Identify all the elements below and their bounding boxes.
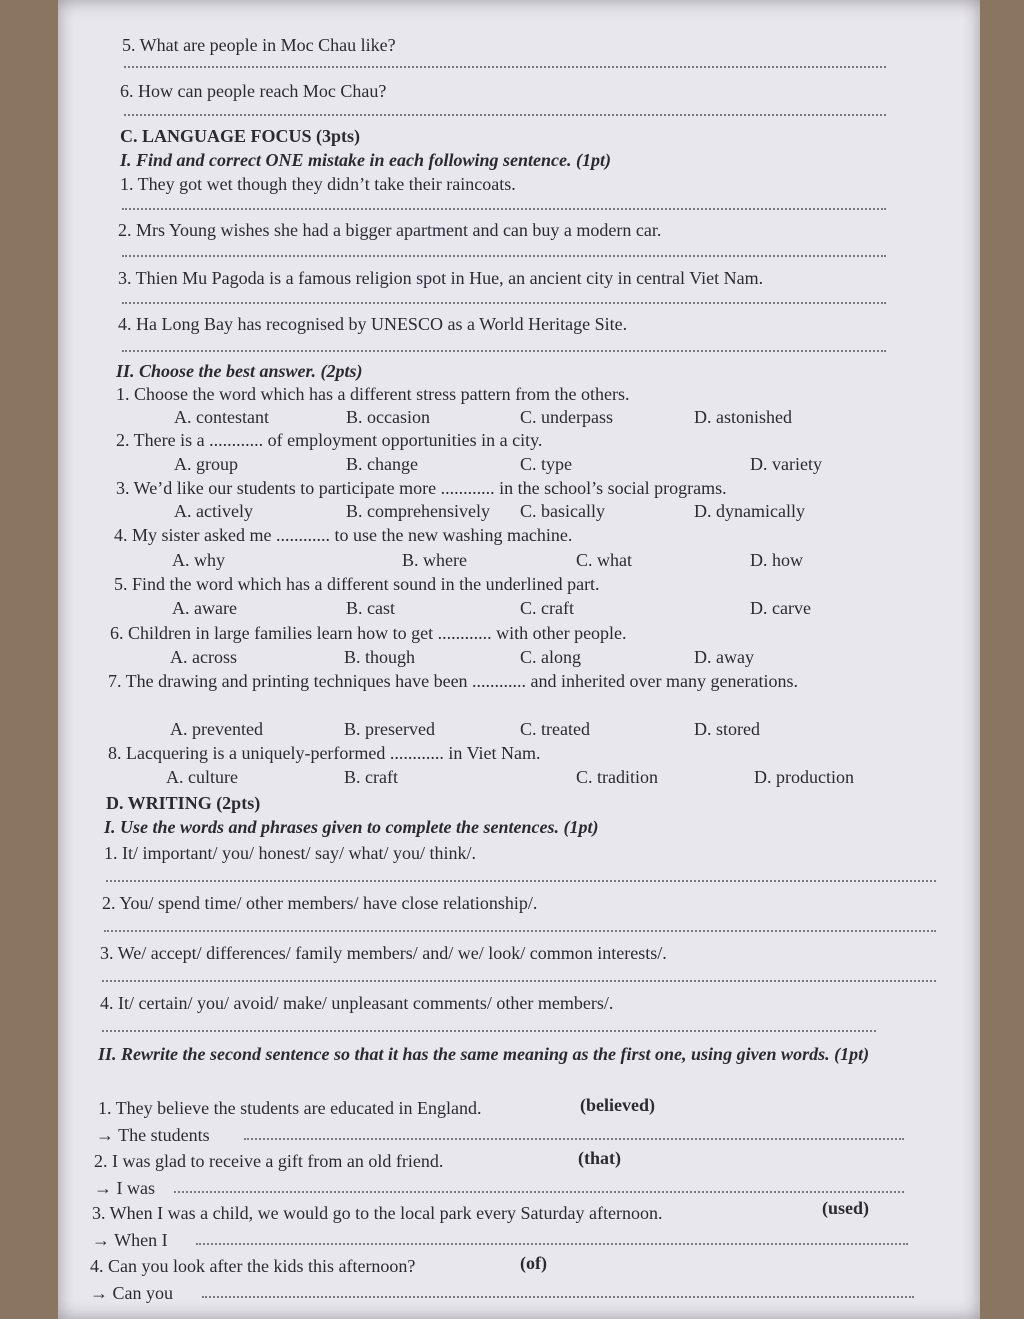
answer-line xyxy=(122,302,886,304)
mcq-2-option-b: B. change xyxy=(346,454,418,474)
rewrite-sentence-3: 3. When I was a child, we would go to the local park every Saturday afternoon. xyxy=(92,1203,663,1223)
mcq-2-option-a: A. group xyxy=(174,454,238,474)
mcq-4-option-d: D. how xyxy=(750,550,803,570)
mcq-7-option-a: A. prevented xyxy=(170,719,263,739)
mcq-4-option-b: B. where xyxy=(402,550,467,570)
mcq-7-option-d: D. stored xyxy=(694,719,760,739)
mcq-3-option-b: B. comprehensively xyxy=(346,501,490,521)
mcq-7-option-c: C. treated xyxy=(520,719,590,739)
mcq-stem-2: 2. There is a ............ of employment opportunities in a city. xyxy=(116,430,543,450)
reading-question-5: 5. What are people in Moc Chau like? xyxy=(122,35,396,55)
mcq-5-option-a: A. aware xyxy=(172,598,237,618)
rewrite-keyword-1: (believed) xyxy=(580,1095,655,1115)
rewrite-sentence-4: 4. Can you look after the kids this afternoon? xyxy=(90,1256,416,1276)
rewrite-sentence-1: 1. They believe the students are educated in England. xyxy=(98,1098,482,1118)
mcq-stem-8: 8. Lacquering is a uniquely-performed ............ in Viet Nam. xyxy=(108,743,541,763)
mcq-6-option-c: C. along xyxy=(520,647,581,667)
mcq-1-option-d: D. astonished xyxy=(694,407,792,427)
rewrite-keyword-3: (used) xyxy=(822,1198,870,1218)
mistake-item-4: 4. Ha Long Bay has recognised by UNESCO as a World Heritage Site. xyxy=(118,314,628,334)
answer-line xyxy=(174,1191,904,1193)
answer-line xyxy=(124,66,886,68)
mcq-8-option-d: D. production xyxy=(754,767,854,787)
rewrite-start-2: → I was xyxy=(94,1178,155,1198)
worksheet-page xyxy=(58,0,980,1319)
rewrite-start-3: → When I xyxy=(92,1230,168,1250)
mistake-item-1: 1. They got wet though they didn’t take their raincoats. xyxy=(120,174,516,194)
mcq-4-option-a: A. why xyxy=(172,550,225,570)
mcq-3-option-c: C. basically xyxy=(520,501,605,521)
mcq-3-option-d: D. dynamically xyxy=(694,501,805,521)
mcq-stem-1: 1. Choose the word which has a different stress pattern from the others. xyxy=(116,384,630,404)
reading-question-6: 6. How can people reach Moc Chau? xyxy=(120,81,387,101)
mcq-6-option-d: D. away xyxy=(694,647,754,667)
rewrite-keyword-4: (of) xyxy=(520,1253,547,1273)
section-d-part2-title: II. Rewrite the second sentence so that it has the same meaning as the first one, using given words. (1pt) xyxy=(98,1044,870,1064)
answer-line xyxy=(122,350,886,352)
answer-line xyxy=(124,114,886,116)
rewrite-start-4: → Can you xyxy=(90,1283,173,1303)
answer-line xyxy=(122,208,886,210)
mcq-5-option-c: C. craft xyxy=(520,598,574,618)
mcq-stem-7: 7. The drawing and printing techniques have been ............ and inherited over many generations. xyxy=(108,671,798,691)
section-d-part1-title: I. Use the words and phrases given to complete the sentences. (1pt) xyxy=(104,817,599,837)
section-c-part2-title: II. Choose the best answer. (2pts) xyxy=(116,361,363,381)
rewrite-sentence-2: 2. I was glad to receive a gift from an old friend. xyxy=(94,1151,444,1171)
writing-item-3: 3. We/ accept/ differences/ family members/ and/ we/ look/ common interests/. xyxy=(100,943,667,963)
mcq-stem-4: 4. My sister asked me ............ to use the new washing machine. xyxy=(114,525,573,545)
mcq-6-option-b: B. though xyxy=(344,647,416,667)
answer-line xyxy=(244,1138,904,1140)
section-d-title: D. WRITING (2pts) xyxy=(106,793,261,813)
mistake-item-3: 3. Thien Mu Pagoda is a famous religion spot in Hue, an ancient city in central Viet Nam. xyxy=(118,268,764,288)
section-c-title: C. LANGUAGE FOCUS (3pts) xyxy=(120,126,361,146)
answer-line xyxy=(196,1243,908,1245)
writing-item-4: 4. It/ certain/ you/ avoid/ make/ unpleasant comments/ other members/. xyxy=(100,993,614,1013)
mistake-item-2: 2. Mrs Young wishes she had a bigger apartment and can buy a modern car. xyxy=(118,220,662,240)
mcq-5-option-d: D. carve xyxy=(750,598,811,618)
mcq-8-option-a: A. culture xyxy=(166,767,238,787)
mcq-1-option-a: A. contestant xyxy=(174,407,269,427)
rewrite-keyword-2: (that) xyxy=(578,1148,621,1168)
rewrite-start-1: → The students xyxy=(96,1125,210,1145)
mcq-1-option-c: C. underpass xyxy=(520,407,613,427)
mcq-1-option-b: B. occasion xyxy=(346,407,430,427)
answer-line xyxy=(102,980,936,982)
writing-item-2: 2. You/ spend time/ other members/ have close relationship/. xyxy=(102,893,538,913)
mcq-8-option-b: B. craft xyxy=(344,767,398,787)
answer-line xyxy=(122,255,886,257)
section-c-part1-title: I. Find and correct ONE mistake in each following sentence. (1pt) xyxy=(120,150,612,170)
mcq-2-option-c: C. type xyxy=(520,454,572,474)
answer-line xyxy=(102,1030,876,1032)
answer-line xyxy=(106,880,936,882)
mcq-2-option-d: D. variety xyxy=(750,454,822,474)
mcq-6-option-a: A. across xyxy=(170,647,237,667)
mcq-stem-3: 3. We’d like our students to participate more ............ in the school’s social programs. xyxy=(116,478,727,498)
mcq-3-option-a: A. actively xyxy=(174,501,253,521)
mcq-5-option-b: B. cast xyxy=(346,598,395,618)
mcq-stem-5: 5. Find the word which has a different sound in the underlined part. xyxy=(114,574,600,594)
writing-item-1: 1. It/ important/ you/ honest/ say/ what/ you/ think/. xyxy=(104,843,476,863)
mcq-stem-6: 6. Children in large families learn how to get ............ with other people. xyxy=(110,623,627,643)
mcq-4-option-c: C. what xyxy=(576,550,632,570)
mcq-7-option-b: B. preserved xyxy=(344,719,435,739)
answer-line xyxy=(104,930,936,932)
answer-line xyxy=(202,1296,914,1298)
mcq-8-option-c: C. tradition xyxy=(576,767,658,787)
